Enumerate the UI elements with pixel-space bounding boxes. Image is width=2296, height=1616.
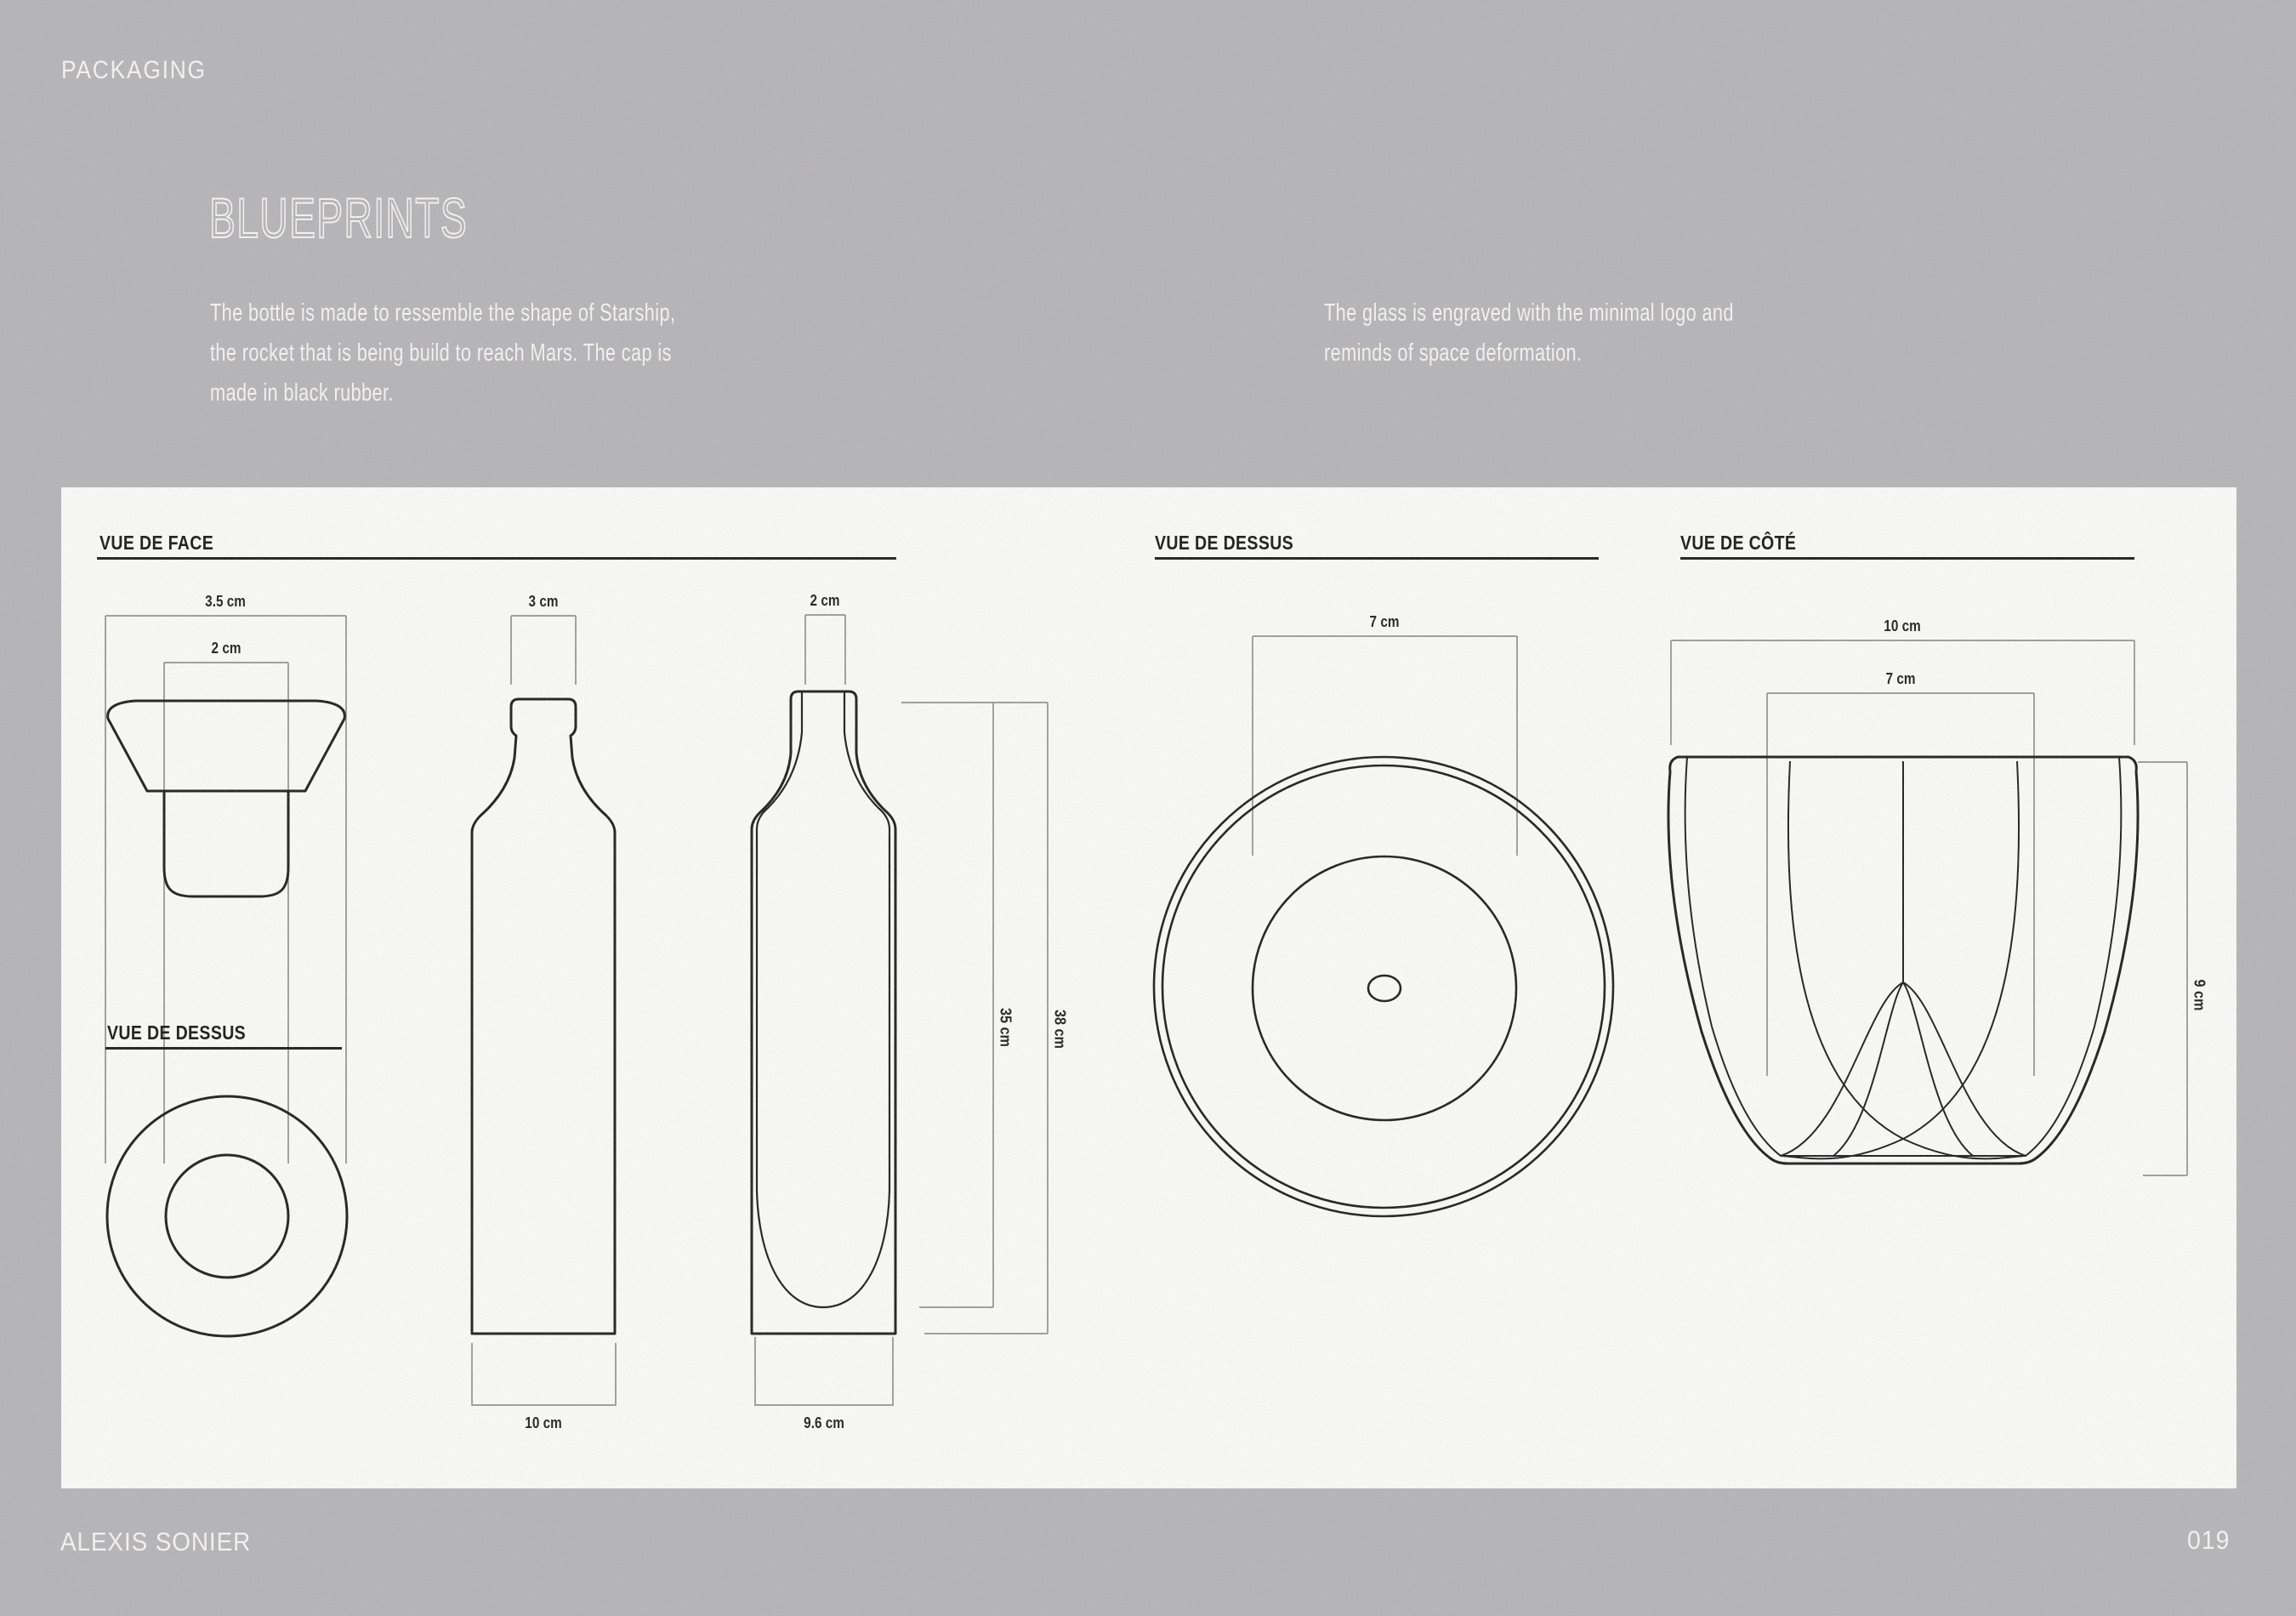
bottle-exterior-outline: [472, 699, 615, 1334]
intro-line: The bottle is made to ressemble the shape of Starship,: [210, 299, 676, 327]
front-view-label: VUE DE FACE: [99, 532, 214, 554]
glass-side-outline: [1668, 757, 2138, 1164]
cap-top-outline: [107, 1096, 347, 1336]
front-view-underline: [97, 557, 896, 560]
dimension-lines: [105, 615, 2187, 1405]
dim-glass-height: 9 cm: [2191, 979, 2208, 1011]
glass-top-outline: [1154, 757, 1613, 1216]
intro-line: made in black rubber.: [210, 379, 394, 407]
dim-bottle-mouth-width: 2 cm: [810, 592, 840, 609]
dim-bottle-neck-width: 3 cm: [528, 593, 559, 610]
intro-paragraph-left: [210, 293, 675, 413]
footer-page-number: 019: [2187, 1525, 2231, 1555]
page-eyebrow: PACKAGING: [61, 56, 207, 84]
cap-top-view-underline: [105, 1047, 342, 1050]
glass-top-view-underline: [1155, 557, 1599, 560]
cap-top-view-label: VUE DE DESSUS: [107, 1021, 247, 1044]
dim-glass-top-inner-diameter: 7 cm: [1369, 613, 1400, 630]
intro-line: reminds of space deformation.: [1324, 339, 1583, 367]
glass-top-view-label: VUE DE DESSUS: [1155, 532, 1294, 554]
glass-side-view-underline: [1680, 557, 2134, 560]
page-title: BLUEPRINTS: [209, 186, 469, 249]
dim-cap-plug-width: 2 cm: [211, 640, 242, 657]
dim-bottle-total-height: 38 cm: [1051, 1010, 1069, 1049]
dim-bottle-inner-height: 35 cm: [997, 1008, 1014, 1047]
bottle-section-outline: [752, 691, 895, 1334]
dim-cap-outer-width: 3.5 cm: [205, 593, 246, 610]
intro-paragraph-right: [1324, 293, 1734, 373]
dim-glass-outer-width: 10 cm: [1884, 617, 1921, 634]
intro-line: The glass is engraved with the minimal logo and: [1324, 299, 1734, 327]
blueprint-panel: [61, 487, 2236, 1488]
cap-front-outline: [108, 701, 345, 896]
footer-author: ALEXIS SONIER: [60, 1527, 252, 1556]
glass-engraving-curves: [1781, 761, 2026, 1158]
dim-glass-inner-width: 7 cm: [1885, 670, 1916, 687]
intro-line: the rocket that is being build to reach Mars. The cap is: [210, 339, 672, 367]
dim-bottle-inner-width: 9.6 cm: [804, 1414, 844, 1431]
glass-side-view-label: VUE DE CÔTÉ: [1680, 532, 1797, 554]
blueprint-drawing: [61, 487, 2236, 1488]
dim-bottle-body-width: 10 cm: [525, 1414, 562, 1431]
